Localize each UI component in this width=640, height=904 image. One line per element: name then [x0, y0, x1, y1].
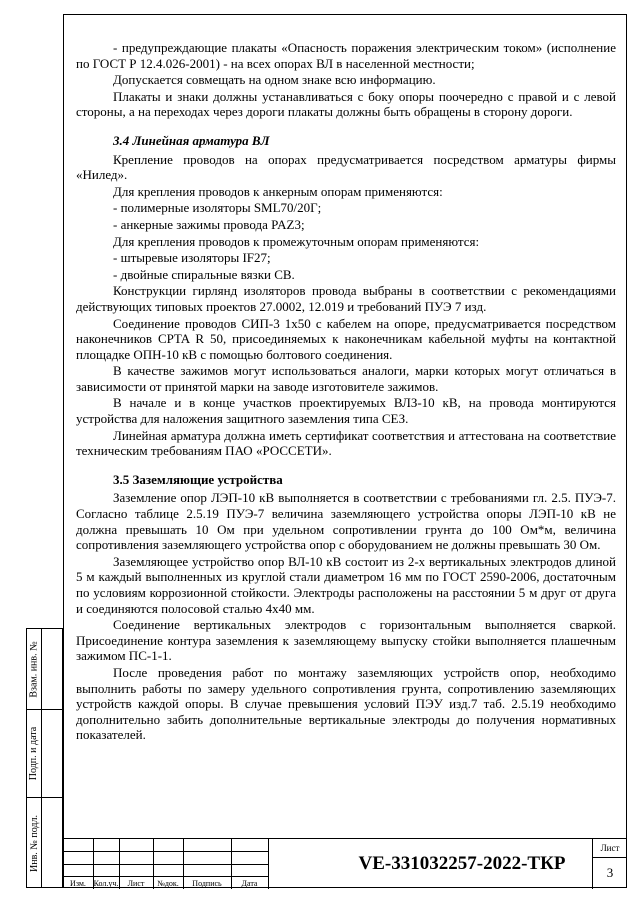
document-code: VE-331032257-2022-ТКР [358, 853, 566, 874]
sheet-number: 3 [592, 857, 627, 889]
col-list: Лист [127, 879, 145, 888]
paragraph: Для крепления проводов к промежуточным опорам применяются: [113, 233, 480, 249]
paragraph: После проведения работ по монтажу заземляющих устройств опор, необходимо выполнить работы по замеру удельного сопротивления грунта, сопротивлению заземляющих устройств каждой опоры. В случае превышения условий ПЭУ изд.7 таб. 2.5.19 необходимо дополнительно забить дополнительные вертикальные электроды до получения нормативных показателей. [76, 664, 616, 743]
paragraph: - двойные спиральные вязки СВ. [113, 266, 295, 282]
col-izm: Изм. [70, 879, 86, 888]
paragraph: Заземляющее устройство опор ВЛ-10 кВ состоит из 2-х вертикальных электродов длиной 5 м каждый выполненных из круглой стали диаметром 16 мм по ГОСТ 2590-2006, достаточным по условиям коррозионной стойкости. Электроды расположены на расстоянии 5 м друг от друга и соединяются полосовой сталью 4х40 мм. [76, 553, 616, 616]
paragraph: Заземление опор ЛЭП-10 кВ выполняется в соответствии с требованиями гл. 2.5. ПУЭ-7. Согласно таблице 2.5.19 ПУЭ-7 величина заземляющего устройства опоры ЛЭП-10 кВ не должна превышать 10 Ом при удельном сопротивлении грунта до 100 Ом*м, величина сопротивления заземляющего устройства опор с оборудованием не должны превышать 30 Ом. [76, 490, 616, 553]
side-label-podp: Подп. и дата [28, 726, 40, 780]
paragraph: Конструкции гирлянд изоляторов провода выбраны в соответствии с рекомендациями действующих типовых проектов 27.0002, 12.019 и требований ПУЭ 7 изд. [76, 283, 616, 314]
section-line-fittings [76, 152, 616, 459]
paragraph: В начале и в конце участков проектируемых ВЛЗ-10 кВ, на провода монтируются устройства для наложения защитного заземления типа СЕЗ. [76, 395, 616, 427]
section-placards [76, 40, 616, 120]
paragraph: Соединение проводов СИП-3 1х50 с кабелем на опоре, предусматривается посредством наконечников CPTA R 50, присоединяемых к наконечникам кабельной муфты на контактной площадке ОПН-10 кВ с помощью болтового соединения. [76, 315, 616, 362]
paragraph: Для крепления проводов к анкерным опорам применяются: [113, 183, 443, 199]
title-block [63, 838, 627, 889]
paragraph: Линейная арматура должна иметь сертификат соответствия и аттестована на соответствие техническим требованиям ПАО «РОССЕТИ». [76, 427, 616, 459]
paragraph: В качестве зажимов могут использоваться аналоги, марки которых могут отличаться в зависимости от принятой марки на заводе изготовителе зажимов. [76, 363, 616, 394]
col-data: Дата [241, 879, 258, 888]
side-label-vzam: Взам. инв. № [28, 640, 40, 698]
paragraph: Допускается совмещать на одном знаке всю информацию. [113, 72, 436, 88]
paragraph: - штыревые изоляторы IF27; [113, 250, 271, 266]
heading-line-fittings: 3.4 Линейная арматура ВЛ [113, 132, 270, 148]
side-label-inv: Инв. № подл. [28, 814, 40, 872]
heading-grounding: 3.5 Заземляющие устройства [113, 471, 283, 487]
document-body [76, 40, 616, 744]
section-grounding [76, 490, 616, 743]
side-stamp [26, 628, 63, 888]
col-kol: Кол.уч. [93, 879, 119, 888]
paragraph: - анкерные зажимы провода PAZ3; [113, 216, 305, 232]
paragraph: - полимерные изоляторы SML70/20Г; [113, 200, 322, 216]
paragraph: Плакаты и знаки должны устанавливаться с боку опоры поочередно с правой и с левой стороны, а на переходах через дороги плакаты должны быть обращены в сторону дороги. [76, 88, 616, 120]
paragraph: - предупреждающие плакаты «Опасность поражения электрическим током» (исполнение по ГОСТ Р 12.4.026-2001) - на всех опорах ВЛ в населенной местности; [76, 40, 616, 71]
sheet-label: Лист [592, 839, 627, 858]
col-podpis: Подпись [192, 879, 222, 888]
paragraph: Соединение вертикальных электродов с горизонтальным выполняется сваркой. Присоединение контура заземления к заземляющему выпуску стойки выполняется плашечным зажимом ПС-1-1. [76, 617, 616, 664]
col-ndok: №док. [157, 879, 179, 888]
paragraph: Крепление проводов на опорах предусматривается посредством арматуры фирмы «Нилед». [76, 151, 616, 183]
